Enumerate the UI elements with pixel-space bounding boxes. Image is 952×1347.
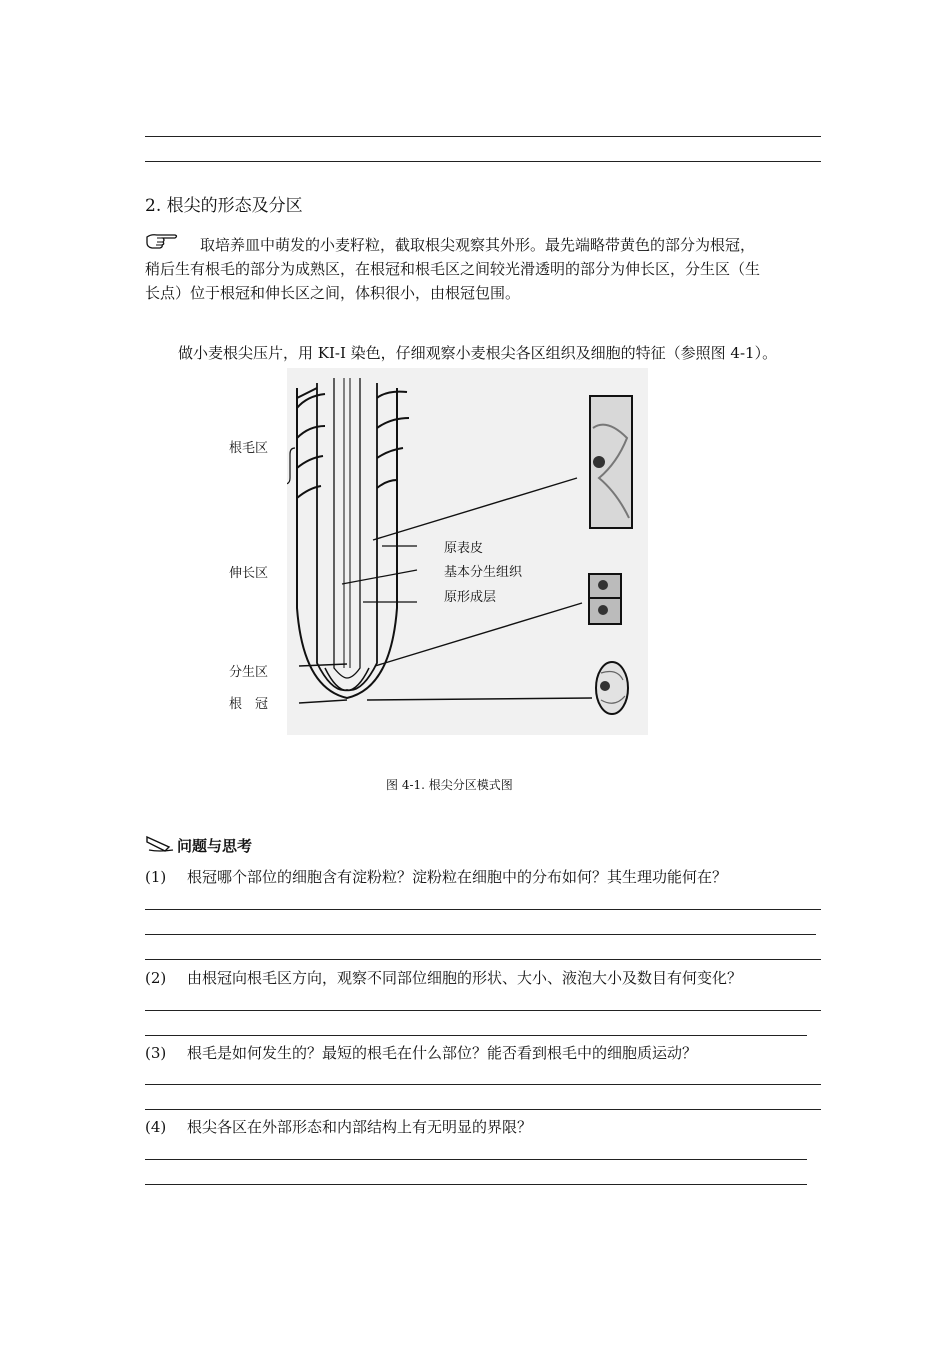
question-text: 根冠哪个部位的细胞含有淀粉粒？淀粉粒在细胞中的分布如何？其生理功能何在？: [187, 868, 728, 886]
question-1: [145, 866, 727, 887]
question-2: [145, 967, 742, 988]
question-number: (4): [145, 1118, 167, 1136]
answer-line: [145, 136, 821, 137]
question-number: (1): [145, 868, 167, 886]
intro-paragraph: [145, 233, 825, 305]
zone-label-root-hair: 根毛区: [229, 441, 269, 456]
label-ground-meristem: 基本分生组织: [444, 565, 523, 580]
zone-label-meristem: 分生区: [229, 665, 269, 680]
figure-caption: 图 4-1. 根尖分区模式图: [386, 778, 513, 792]
zone-label-root-cap: 根 冠: [229, 697, 269, 712]
procedure-paragraph: 做小麦根尖压片，用 KI-I 染色，仔细观察小麦根尖各区组织及细胞的特征（参照图 4-1）。: [178, 344, 778, 362]
question-number: (3): [145, 1044, 167, 1062]
answer-line: [145, 1035, 807, 1036]
label-procambium: 原形成层: [444, 590, 497, 605]
answer-line: [145, 1084, 821, 1085]
zone-label-elongation: 伸长区: [229, 566, 269, 581]
question-number: (2): [145, 969, 167, 987]
label-protoderm: 原表皮: [444, 541, 484, 556]
intro-line-2: 稍后生有根毛的部分为成熟区，在根冠和根毛区之间较光滑透明的部分为伸长区，分生区（生: [145, 260, 761, 278]
questions-heading: 问题与思考: [177, 837, 253, 855]
answer-line: [145, 959, 821, 960]
intro-line-3: 长点）位于根冠和伸长区之间，体积很小，由根冠包围。: [145, 284, 521, 302]
answer-line: [145, 1010, 821, 1011]
section-title: 2. 根尖的形态及分区: [145, 196, 303, 216]
answer-line: [145, 909, 821, 910]
question-4: [145, 1116, 532, 1137]
question-3: [145, 1042, 697, 1063]
answer-line: [145, 934, 816, 935]
question-text: 由根冠向根毛区方向，观察不同部位细胞的形状、大小、液泡大小及数目有何变化？: [187, 969, 743, 987]
pencil-writing-icon: [145, 833, 175, 853]
question-text: 根尖各区在外部形态和内部结构上有无明显的界限？: [187, 1118, 533, 1136]
answer-line: [145, 1109, 821, 1110]
answer-line: [145, 1184, 807, 1185]
intro-line-1: 取培养皿中萌发的小麦籽粒，截取根尖观察其外形。最先端略带黄色的部分为根冠，: [200, 236, 756, 254]
question-text: 根毛是如何发生的？最短的根毛在什么部位？能否看到根毛中的细胞质运动？: [187, 1044, 698, 1062]
answer-line: [145, 1159, 807, 1160]
answer-line: [145, 161, 821, 162]
